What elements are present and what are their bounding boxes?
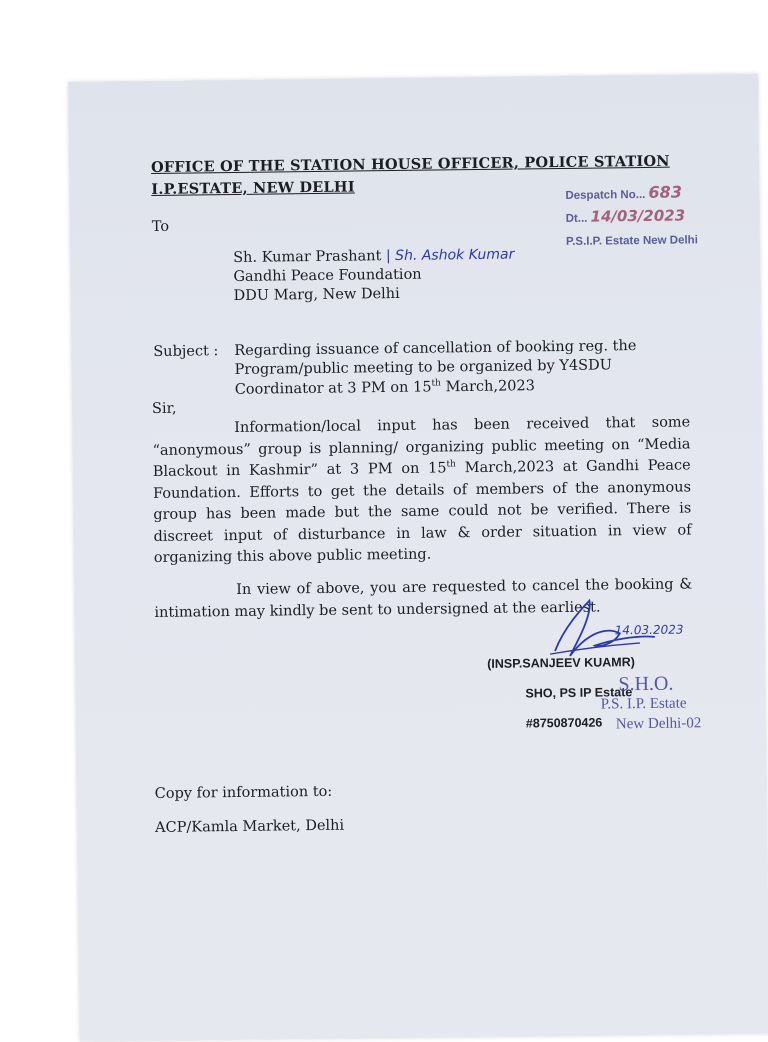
despatch-number: 683 [648, 182, 683, 202]
sho-stamp-station: P.S. I.P. Estate [600, 695, 687, 713]
recipient-org: Gandhi Peace Foundation [233, 266, 422, 285]
copy-recipient: ACP/Kamla Market, Delhi [155, 817, 345, 836]
copy-label: Copy for information to: [154, 783, 333, 802]
handwritten-addition: | Sh. Ashok Kumar [385, 246, 515, 265]
recipient-name-line [233, 247, 514, 266]
despatch-office: P.S.I.P. Estate New Delhi [565, 234, 698, 248]
para1-text-start: Information/local input has been received that some “anonymous” group is planning/ organizing public meeting on “Media Blackout in Kashmir” at 3 PM on 15 [152, 414, 691, 480]
subject-superscript: th [431, 378, 441, 389]
body-paragraph-1 [152, 412, 692, 569]
despatch-label: Despatch No... [565, 188, 646, 202]
date-label: Dt... [565, 212, 588, 225]
officer-designation: SHO, PS IP Estate [525, 685, 633, 701]
subject-line3-end: March,2023 [440, 378, 536, 396]
recipient-street: DDU Marg, New Delhi [233, 285, 400, 304]
despatch-date: 14/03/2023 [590, 206, 686, 226]
subject-line3-start: Coordinator at 3 PM on 15 [234, 379, 432, 398]
salutation: Sir, [151, 400, 177, 417]
para1-text-end: March,2023 at Gandhi Peace Foundation. Efforts to get the details of members of the anonymous group has been made but the same could not be verified. There is discreet input of disturbance in law & order situation in view of organizing this above public meeting. [152, 457, 692, 566]
subject-line1: Regarding issuance of cancellation of booking reg. the [234, 338, 637, 359]
signature-date: 14.03.2023 [614, 622, 684, 638]
subject-line3 [235, 377, 535, 397]
to-label: To [151, 218, 170, 235]
despatch-date-stamp [566, 206, 686, 225]
officer-phone: #8750870426 [525, 715, 603, 731]
handwritten-name: Sh. Ashok Kumar [395, 246, 515, 265]
despatch-stamp-label [565, 183, 682, 203]
subject-line2: Program/public meeting to be organized by Y4SDU [234, 357, 613, 378]
para1-superscript: th [446, 459, 456, 470]
letter-paper [68, 74, 768, 1042]
body-paragraph-2: In view of above, you are requested to cancel the booking & intimation may kindly be sent to undersigned at the earliest. [154, 576, 693, 621]
subject-label: Subject : [153, 343, 219, 360]
officer-name: (INSP.SANJEEV KUAMR) [487, 655, 635, 671]
office-heading-line2: I.P.ESTATE, NEW DELHI [151, 178, 355, 198]
sho-stamp-city: New Delhi-02 [615, 715, 702, 733]
sho-stamp-title: S.H.O. [618, 672, 674, 696]
recipient-name: Sh. Kumar Prashant [233, 248, 382, 266]
office-heading-line1: OFFICE OF THE STATION HOUSE OFFICER, POLICE STATION [150, 152, 670, 176]
